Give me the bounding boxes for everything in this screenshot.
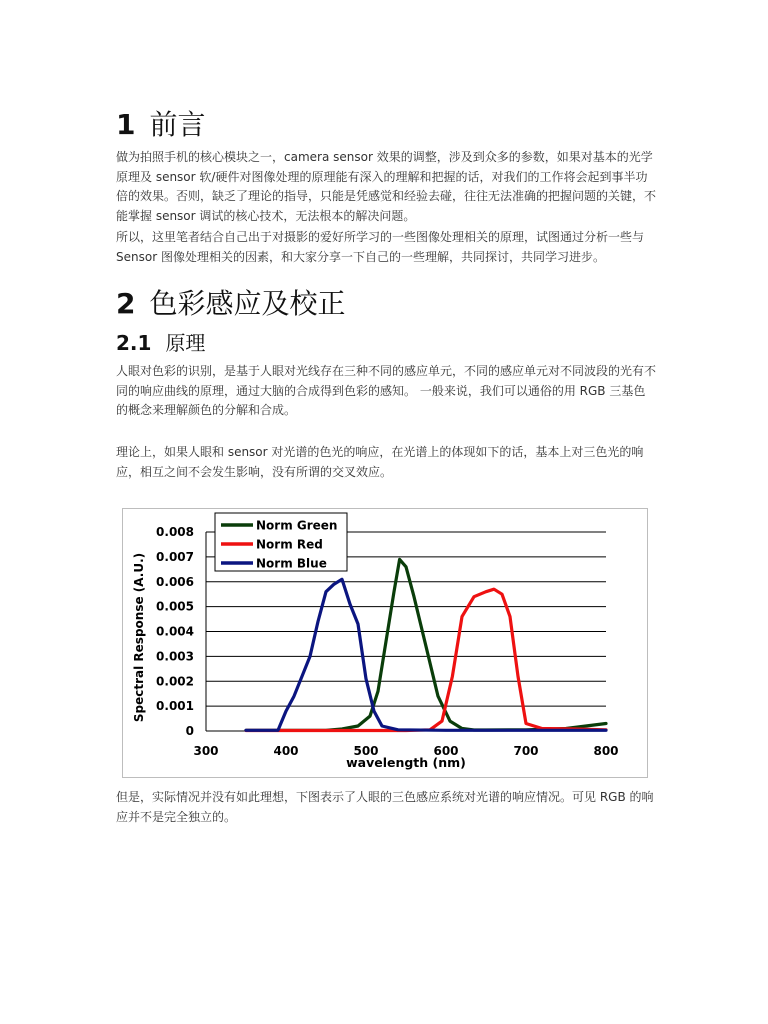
- legend-label: Norm Red: [256, 537, 323, 552]
- y-tick-label: 0.006: [156, 574, 194, 589]
- y-tick-label: 0.007: [156, 549, 194, 564]
- heading-2-1: [116, 330, 205, 356]
- y-axis-label: Spectral Response (A.U.): [132, 552, 146, 723]
- heading-2-number: 2: [116, 287, 136, 320]
- y-tick-label: 0.008: [156, 525, 194, 539]
- y-tick-label: 0.002: [156, 674, 194, 689]
- heading-1-title: 前言: [149, 108, 206, 141]
- chart-legend: [215, 513, 347, 571]
- series-line-norm-green: [246, 556, 606, 730]
- chart-labels: [132, 525, 619, 770]
- y-tick-label: 0.004: [156, 624, 194, 639]
- series-line-norm-blue: [246, 579, 606, 730]
- x-tick-label: 400: [273, 744, 299, 758]
- paragraph-principle-3: 但是，实际情况并没有如此理想，下图表示了人眼的三色感应系统对光谱的响应情况。可见 RGB 的响应并不是完全独立的。: [116, 790, 654, 824]
- paragraph-principle-1: 人眼对色彩的识别，是基于人眼对光线存在三种不同的感应单元，不同的感应单元对不同波段的光有不同的响应曲线的原理，通过大脑的合成得到色彩的感知。 一般来说，我们可以通俗的用 RGB 三基色的概念来理解颜色的分解和合成。: [116, 364, 657, 417]
- x-tick-label: 800: [593, 744, 619, 758]
- heading-1-number: 1: [116, 108, 136, 141]
- heading-2-1-title: 原理: [165, 331, 206, 355]
- x-axis-label: wavelength (nm): [346, 755, 466, 770]
- legend-label: Norm Green: [256, 518, 338, 533]
- y-tick-label: 0: [185, 724, 194, 738]
- y-tick-label: 0.005: [156, 599, 194, 614]
- x-tick-label: 300: [193, 744, 219, 758]
- heading-2: [116, 287, 346, 321]
- x-tick-label: 700: [513, 744, 539, 758]
- chart-series: [246, 556, 606, 730]
- y-tick-label: 0.003: [156, 649, 194, 664]
- paragraph-intro-1: 做为拍照手机的核心模块之一，camera sensor 效果的调整，涉及到众多的参数，如果对基本的光学原理及 sensor 软/硬件对图像处理的原理能有深入的理解和把握的话，对我们的工作将会起到事半功倍的效果。否则，缺乏了理论的指导，只能是凭感觉和经验去碰，往往无法准确的把握问题的关键，不能掌握 sensor 调试的核心技术，无法根本的解决问题。: [116, 150, 657, 223]
- x-tick-label: 500: [353, 744, 379, 758]
- paragraph-intro-2: 所以，这里笔者结合自己出于对摄影的爱好所学习的一些图像处理相关的原理，试图通过分析一些与 Sensor 图像处理相关的因素，和大家分享一下自己的一些理解，共同探讨，共同学习进步。: [116, 230, 645, 264]
- y-tick-label: 0.001: [156, 699, 194, 714]
- heading-1: [116, 108, 206, 142]
- x-tick-label: 600: [433, 744, 459, 758]
- heading-2-title: 色彩感应及校正: [149, 287, 346, 320]
- paragraph-principle-2: 理论上，如果人眼和 sensor 对光谱的色光的响应，在光谱上的体现如下的话，基本上对三色光的响应，相互之间不会发生影响，没有所谓的交叉效应。: [116, 445, 644, 479]
- legend-label: Norm Blue: [256, 556, 327, 571]
- heading-2-1-number: 2.1: [116, 331, 152, 355]
- series-line-norm-red: [246, 589, 606, 730]
- spectral-response-chart: [122, 508, 648, 778]
- chart-canvas: [123, 509, 647, 777]
